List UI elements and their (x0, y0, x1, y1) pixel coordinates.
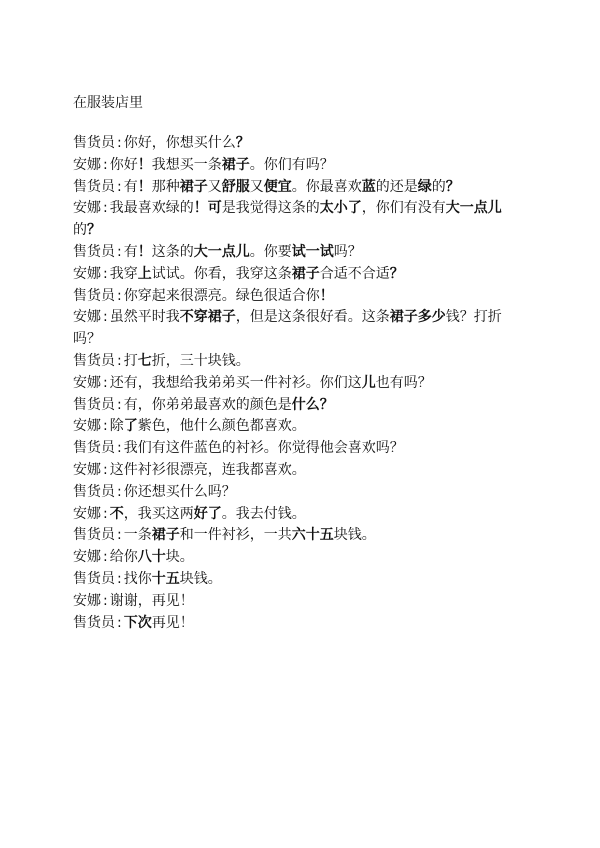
utterance-text: 一条 (123, 527, 152, 544)
emphasized-text: 裙子 (179, 178, 208, 195)
utterance-text: 有 (123, 243, 138, 260)
speaker-separator: : (117, 570, 122, 587)
speaker-separator: : (117, 287, 122, 304)
utterance-text: 找你 (123, 570, 152, 587)
emphasized-text: ！可 (193, 200, 222, 217)
utterance-text: 的 (73, 222, 87, 239)
speaker-label: 售货员 (73, 352, 115, 369)
speaker-label: 安娜 (73, 418, 101, 435)
speaker-separator: : (117, 352, 122, 369)
utterance-text: 你穿起来很漂亮。绿色很适合你 (123, 287, 320, 304)
utterance-text: 吗？ (333, 243, 362, 260)
emphasized-text: 裙子 (291, 265, 320, 282)
utterance-text: 这件衬衫很漂亮，连我都喜欢。 (109, 461, 306, 478)
utterance-text: 合适不合适 (319, 265, 390, 282)
utterance-text: 有 (123, 178, 138, 195)
speaker-separator: : (117, 135, 122, 151)
utterance-text: 你还想买什么吗？ (123, 483, 236, 500)
utterance-text: 。你们有吗？ (249, 156, 334, 173)
emphasized-text: 好了 (193, 505, 222, 522)
dialogue-line (73, 416, 529, 438)
speaker-separator: : (103, 200, 108, 217)
utterance-text: 试试。你看，我穿这条 (151, 265, 292, 282)
speaker-separator: : (117, 243, 122, 260)
dialogue-line (73, 155, 529, 177)
utterance-text: 还有，我想给我弟弟买一件衬衫。你们这 (109, 374, 362, 391)
speaker-separator: : (117, 178, 122, 195)
utterance-text: 是我觉得这条的 (221, 200, 320, 217)
utterance-text: 和一件衬衫，一共 (179, 527, 292, 544)
speaker-separator: : (117, 614, 122, 631)
speaker-label: 安娜 (73, 265, 101, 282)
utterance-text: 你好，你想买什么 (123, 135, 236, 151)
speaker-label: 售货员 (73, 178, 115, 195)
emphasized-text: ！ (319, 287, 334, 304)
speaker-separator: : (103, 592, 108, 609)
utterance-text: 给你 (109, 549, 138, 566)
utterance-text: 我想买一条 (151, 156, 222, 173)
dialogue-line (73, 525, 529, 547)
speaker-separator: : (103, 418, 108, 435)
speaker-label: 安娜 (73, 309, 101, 326)
emphasized-text: 七 (137, 352, 152, 369)
emphasized-text: 裙子 (221, 156, 250, 173)
speaker-separator: : (103, 156, 108, 173)
emphasized-text: 大一点儿 (445, 200, 502, 217)
utterance-text: 。你最喜欢 (291, 178, 362, 195)
dialogue-line (73, 613, 529, 635)
emphasized-text: ！ (137, 178, 152, 195)
emphasized-text: 上 (137, 265, 152, 282)
dialogue-line (73, 177, 529, 199)
utterance-text: 你好 (109, 156, 138, 173)
speaker-label: 安娜 (73, 200, 101, 217)
utterance-text: 也有吗？ (375, 374, 432, 391)
utterance-text: 我最喜欢绿的 (109, 200, 194, 217)
speaker-label: 售货员 (73, 614, 115, 631)
utterance-text: 又 (249, 178, 264, 195)
utterance-text: 折，三十块钱。 (151, 352, 250, 369)
utterance-text: 我们有这件蓝色的衬衫。你觉得他会喜欢吗？ (123, 440, 404, 457)
utterance-text: 。你要 (249, 243, 292, 260)
speaker-label: 安娜 (73, 374, 101, 391)
speaker-label: 安娜 (73, 549, 101, 566)
emphasized-text: ！ (137, 156, 152, 173)
utterance-text: 虽然平时我 (109, 309, 180, 326)
speaker-label: 售货员 (73, 243, 115, 260)
speaker-label: 安娜 (73, 592, 101, 609)
utterance-text: 打 (123, 352, 138, 369)
speaker-label: 售货员 (73, 570, 115, 587)
emphasized-text: 舒服 (221, 178, 250, 195)
utterance-text: 谢谢，再见 (109, 592, 180, 609)
emphasized-text: ？ (235, 135, 250, 151)
speaker-separator: : (117, 440, 122, 457)
emphasized-text: 裙子 (151, 527, 180, 544)
utterance-text: ！ (179, 614, 194, 631)
speaker-separator: : (117, 527, 122, 544)
emphasized-text: 下次 (123, 614, 152, 631)
dialogue-line (73, 373, 529, 395)
dialogue-line (73, 264, 529, 286)
document-title: 在服装店里 (73, 95, 143, 111)
utterance-text: 那种 (151, 178, 180, 195)
utterance-text: 除 (109, 418, 124, 435)
utterance-text: 块钱。 (333, 527, 376, 544)
emphasized-text: ？ (319, 396, 334, 413)
dialogue-line (73, 569, 529, 591)
utterance-text: 有，你弟弟最喜欢的颜色是 (123, 396, 292, 413)
utterance-text: 的 (431, 178, 446, 195)
emphasized-text: ！ (137, 243, 152, 260)
utterance-text: ！ (179, 592, 194, 609)
speaker-label: 售货员 (73, 483, 115, 500)
emphasized-text: 儿 (361, 374, 376, 391)
dialogue-line (73, 351, 529, 373)
emphasized-text: 大一点儿 (193, 243, 250, 260)
utterance-text: 又 (207, 178, 222, 195)
emphasized-text: 太小了 (319, 200, 362, 217)
speaker-label: 售货员 (73, 396, 115, 413)
speaker-label: 安娜 (73, 505, 101, 522)
utterance-text: 。我去付钱。 (221, 505, 306, 522)
emphasized-text: 便宜 (263, 178, 292, 195)
dialogue-block (73, 133, 529, 634)
speaker-separator: : (103, 505, 108, 522)
speaker-separator: : (103, 265, 108, 282)
utterance-text: 块钱。 (179, 570, 222, 587)
utterance-text: ，但是这条很好看。这条 (235, 309, 390, 326)
speaker-label: 安娜 (73, 156, 101, 173)
dialogue-line (73, 242, 529, 264)
emphasized-text: 裙子多少 (389, 309, 446, 326)
dialogue-line (73, 482, 529, 504)
emphasized-text: 了 (123, 418, 138, 435)
dialogue-line (73, 504, 529, 526)
dialogue-line (73, 438, 529, 460)
dialogue-line (73, 286, 529, 308)
speaker-separator: : (103, 309, 108, 326)
utterance-text: 的还是 (375, 178, 418, 195)
emphasized-text: 八十 (137, 549, 166, 566)
speaker-separator: : (117, 396, 122, 413)
emphasized-text: 不 (109, 505, 124, 522)
dialogue-line (73, 307, 529, 351)
emphasized-text: 六十五 (291, 527, 334, 544)
utterance-text: 钱？打折吗？ (73, 309, 502, 348)
dialogue-line (73, 395, 529, 417)
dialogue-line (73, 133, 529, 155)
utterance-text: 这条的 (151, 243, 194, 260)
emphasized-text: ？ (445, 178, 460, 195)
emphasized-text: 蓝 (361, 178, 376, 195)
emphasized-text: ？ (389, 265, 404, 282)
speaker-label: 安娜 (73, 461, 101, 478)
emphasized-text: 什么 (291, 396, 320, 413)
speaker-label: 售货员 (73, 135, 115, 151)
speaker-separator: : (103, 549, 108, 566)
speaker-label: 售货员 (73, 287, 115, 304)
utterance-text: 我穿 (109, 265, 138, 282)
dialogue-line (73, 198, 529, 242)
speaker-label: 售货员 (73, 440, 115, 457)
emphasized-text: ？ (87, 222, 101, 239)
utterance-text: 块。 (165, 549, 194, 566)
emphasized-text: 十五 (151, 570, 180, 587)
emphasized-text: 绿 (417, 178, 432, 195)
dialogue-line (73, 591, 529, 613)
speaker-separator: : (103, 461, 108, 478)
dialogue-line (73, 460, 529, 482)
emphasized-text: 试一试 (291, 243, 334, 260)
speaker-separator: : (117, 483, 122, 500)
speaker-label: 售货员 (73, 527, 115, 544)
utterance-text: ，我买这两 (123, 505, 194, 522)
emphasized-text: 不穿裙子 (179, 309, 236, 326)
utterance-text: ，你们有没有 (361, 200, 446, 217)
utterance-text: 紫色，他什么颜色都喜欢。 (137, 418, 306, 435)
dialogue-line (73, 547, 529, 569)
speaker-separator: : (103, 374, 108, 391)
utterance-text: 再见 (151, 614, 180, 631)
